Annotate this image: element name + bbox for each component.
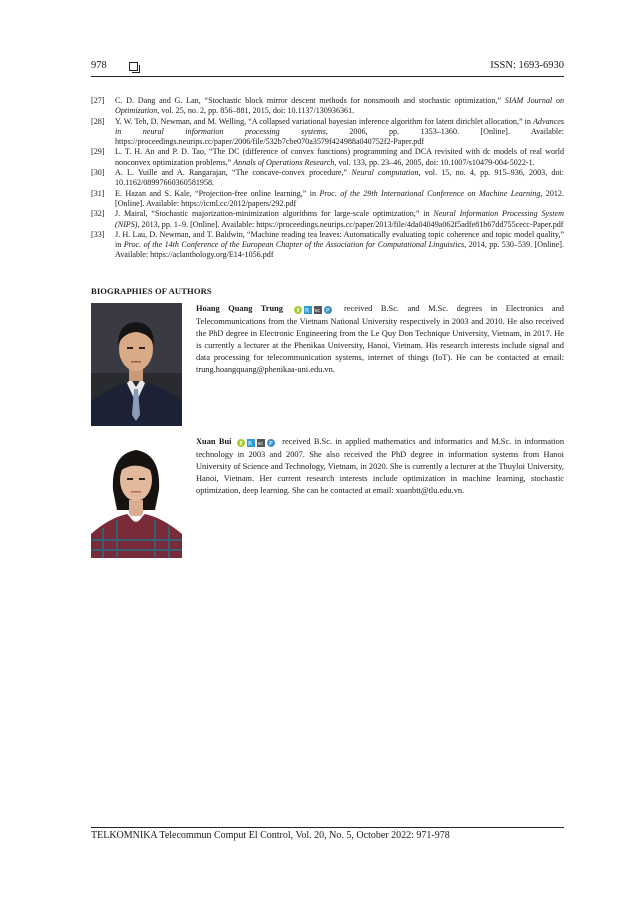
reference-text: , 2006, pp. 1353–1360. [Online]. Available: https://proceedings.neurips.cc/paper/2006/file/532b7cbe070a3579f424988a040752f2-Paper.pdf <box>115 126 564 147</box>
reference-text: , 2013, pp. 1–9. [Online]. Available: https://proceedings.neurips.cc/paper/2013/file/4da04049a062f5adfe81b67dd755cecc-Paper.pdf <box>137 219 564 229</box>
author-bio-body: received B.Sc. and M.Sc. degrees in Electronics and Telecommunications from the Vietnam National University respectively in 2003 and 2010. He also received the PhD degree in Electronic Engineering from the Le Quy Don Technique University, Vietnam, in 2017. He is currently a lecturer at the Phenikaa University, Hanoi, Vietnam. His research interests include signal and data processing for telecommunication systems, internet of things (IoT). He can be contacted at email: trung.hoangquang@phenikaa-uni.edu.vn. <box>196 304 564 374</box>
page-number: 978 <box>91 60 107 71</box>
reference-text: E. Hazan and S. Kale, “Projection-free online learning,” in <box>115 188 320 198</box>
reference-number: [33] <box>91 229 105 239</box>
svg-text:R: R <box>304 307 309 315</box>
reference-item <box>91 168 564 189</box>
author-bio-text <box>196 436 564 497</box>
publons-icon[interactable] <box>324 306 332 314</box>
reference-number: [27] <box>91 96 105 105</box>
orcid-icon[interactable] <box>237 439 245 447</box>
author-profile-icons <box>294 304 334 316</box>
reference-text: C. D. Dang and G. Lan, “Stochastic block mirror descent methods for nonsmooth and stochastic optimization,” <box>115 96 505 105</box>
reference-item <box>91 96 564 117</box>
reference-text: , vol. 133, pp. 23–46, 2005, doi: 10.1007/s10479-004-5022-1. <box>334 157 535 167</box>
reference-venue: Proc. of the 29th International Conference on Machine Learning <box>319 188 541 198</box>
svg-text:P: P <box>325 307 330 315</box>
publons-icon[interactable] <box>267 439 275 447</box>
reference-item <box>91 230 564 261</box>
author-name: Hoang Quang Trung <box>196 304 283 313</box>
author-photo-female <box>91 436 182 558</box>
footer-rule <box>91 827 564 828</box>
author-name: Xuan Bui <box>196 437 232 446</box>
svg-text:R: R <box>247 440 252 448</box>
researchgate-icon[interactable] <box>304 306 312 314</box>
author-photo-male <box>91 303 182 426</box>
reference-number: [29] <box>91 147 105 157</box>
reference-item <box>91 147 564 168</box>
reference-text: , 2014, pp. 530–539. [Online]. Available: https://aclanthology.org/E14-1056.pdf <box>115 240 564 260</box>
reference-text: L. T. H. An and P. D. Tao, “The DC (difference of convex functions) programming and DCA revisited with dc models of real world nonconvex optimization problems,” <box>115 147 564 167</box>
svg-text:sc: sc <box>257 441 263 448</box>
reference-text: J. H. Lau, D. Newman, and T. Baldwin, “Machine reading tea leaves: Automatically evaluating topic coherence and topic model quality,” in <box>115 229 564 250</box>
reference-text: , vol. 25, no. 2, pp. 856–881, 2015, doi: 10.1137/130936361. <box>157 106 355 116</box>
header-rule <box>91 76 564 77</box>
reference-item <box>91 117 564 148</box>
reference-number: [30] <box>91 168 105 178</box>
reference-item <box>91 189 564 210</box>
reference-venue: Advances in neural information processing systems <box>115 116 564 136</box>
reference-venue: Neural computation <box>351 168 419 178</box>
author-bio-body: received B.Sc. in applied mathematics and informatics and M.Sc. in information technology in 2003 and 2007. She also received the PhD degree in information systems from Hanoi University of Science and Technology, Vietnam, in 2020. She is currently a lecturer at the Thuyloi University, Hanoi, Vietnam. Her current research interests include optimization in machine learning, stochastic optimization, deep learning. She can be contacted at email: xuanbtt@tlu.edu.vn. <box>196 437 565 495</box>
researchgate-icon[interactable] <box>247 439 255 447</box>
page-header <box>91 60 564 74</box>
author-bio-text <box>196 303 564 375</box>
reference-list <box>91 96 564 261</box>
reference-text: , 2012. [Online]. Available: https://icml.cc/2012/papers/292.pdf <box>115 188 564 208</box>
orcid-icon[interactable] <box>294 306 302 314</box>
issn-label: ISSN: 1693-6930 <box>490 60 564 71</box>
reference-venue: Annals of Operations Research <box>233 157 335 167</box>
reference-venue: SIAM Journal on Optimization <box>115 96 565 116</box>
scopus-icon[interactable] <box>257 439 265 447</box>
author-profile-icons <box>237 437 277 449</box>
square-icon <box>129 62 138 71</box>
page-footer: TELKOMNIKA Telecommun Comput El Control, Vol. 20, No. 5, October 2022: 971-978 <box>91 830 450 841</box>
reference-number: [32] <box>91 209 105 219</box>
scopus-icon[interactable] <box>314 306 322 314</box>
reference-text: A. L. Yuille and A. Rangarajan, “The concave-convex procedure,” <box>115 168 352 178</box>
svg-text:sc: sc <box>314 308 320 315</box>
reference-venue: Proc. of the 14th Conference of the European Chapter of the Association for Computational Linguistics <box>123 240 465 250</box>
reference-number: [28] <box>91 116 105 126</box>
reference-text: Y. W. Teh, D. Newman, and M. Welling, “A collapsed variational bayesian inference algorithm for latent dirichlet allocation,” in <box>115 116 533 126</box>
biographies-heading: BIOGRAPHIES OF AUTHORS <box>91 286 212 296</box>
reference-text: , vol. 15, no. 4, pp. 915–936, 2003, doi: 10.1162/08997660360581958. <box>115 168 564 188</box>
svg-text:P: P <box>268 440 273 448</box>
reference-venue: Neural Information Processing System (NIPS) <box>115 209 564 229</box>
reference-item <box>91 209 564 230</box>
reference-number: [31] <box>91 188 105 198</box>
reference-text: J. Mairal, “Stochastic majorization-minimization algorithms for large-scale optimization,” in <box>115 209 434 219</box>
